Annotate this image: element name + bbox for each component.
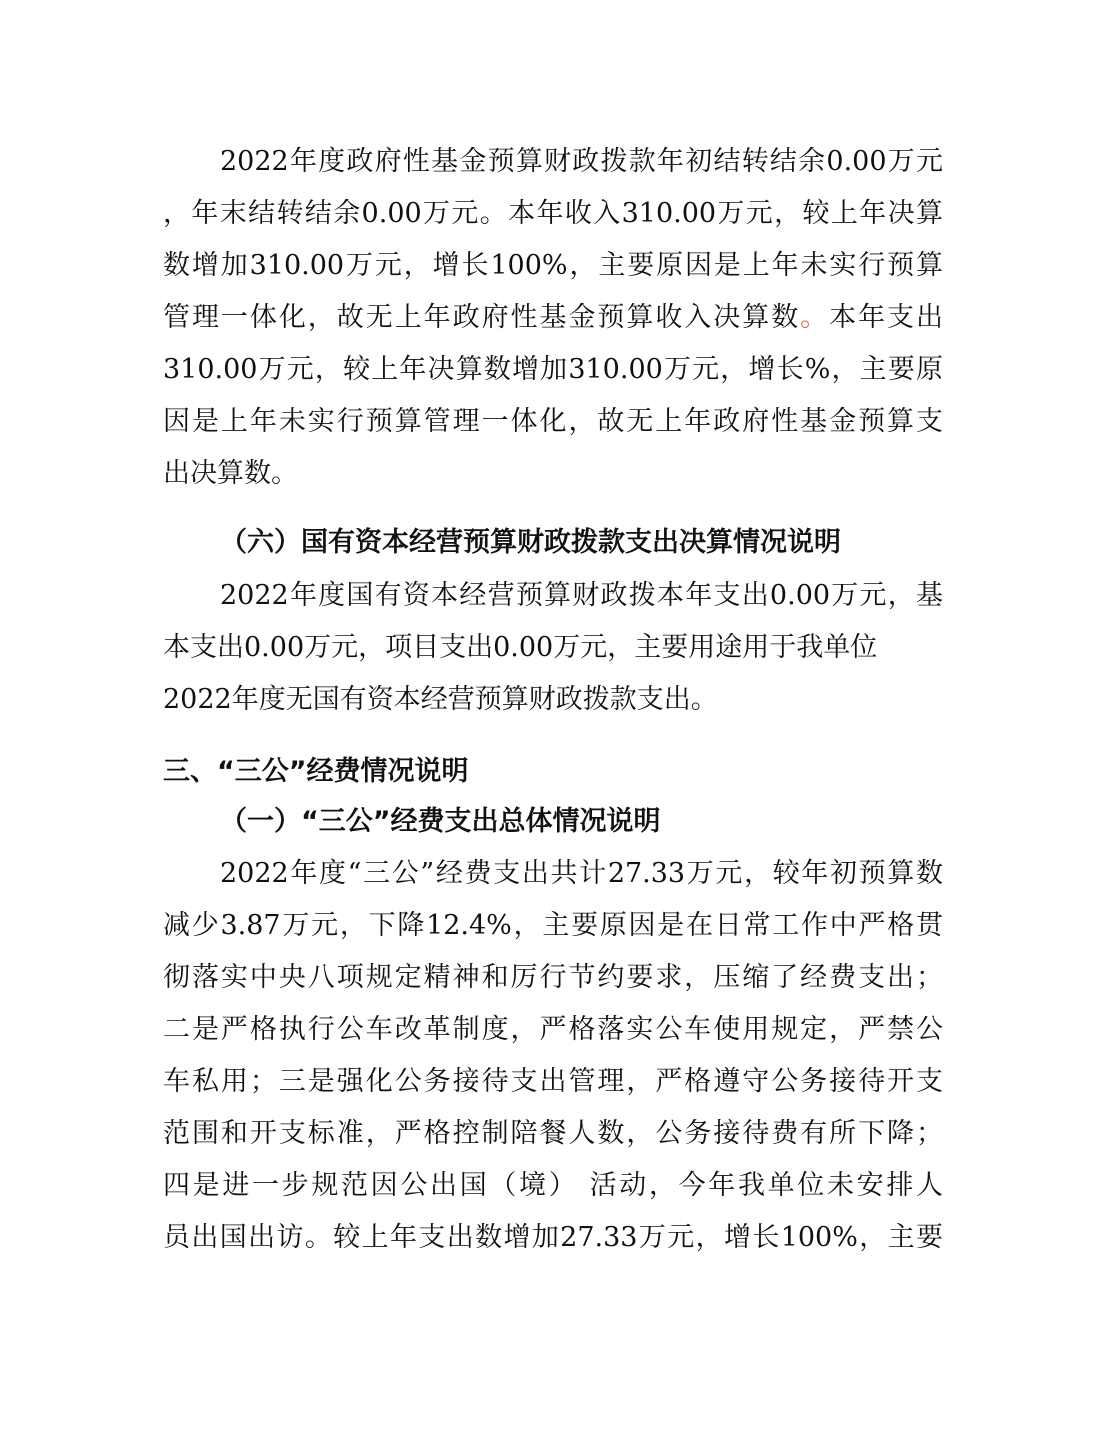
red-period: 。 [800, 302, 830, 333]
paragraph-line: 数增加310.00万元，增长100%，主要原因是上年未实行预算 [163, 250, 943, 281]
paragraph-line: 彻落实中央八项规定精神和厉行节约要求，压缩了经费支出； [163, 962, 943, 993]
paragraph-line: 四是进一步规范因公出国（境） 活动，今年我单位未安排人 [163, 1170, 943, 1201]
paragraph-line: 范围和开支标准，严格控制陪餐人数，公务接待费有所下降； [163, 1118, 943, 1149]
paragraph-line: ，年末结转结余0.00万元。本年收入310.00万元，较上年决算 [163, 198, 943, 229]
paragraph-line: 车私用；三是强化公务接待支出管理，严格遵守公务接待开支 [163, 1066, 943, 1097]
section-heading: （一）“三公”经费支出总体情况说明 [220, 806, 661, 837]
paragraph-line: 二是严格执行公车改革制度，严格落实公车使用规定，严禁公 [163, 1014, 943, 1045]
chapter-heading: 三、“三公”经费情况说明 [163, 756, 469, 787]
paragraph-line: 员出国出访。较上年支出数增加27.33万元，增长100%，主要 [163, 1222, 943, 1253]
paragraph-segment: 本年支出 [829, 302, 944, 333]
paragraph-line: 因是上年未实行预算管理一体化，故无上年政府性基金预算支 [163, 406, 943, 437]
paragraph-line: 310.00万元，较上年决算数增加310.00万元，增长%，主要原 [163, 354, 943, 385]
section-heading: （六）国有资本经营预算财政拨款支出决算情况说明 [220, 527, 841, 558]
paragraph-line: 2022年度无国有资本经营预算财政拨款支出。 [163, 684, 718, 715]
paragraph-line: 本支出0.00万元，项目支出0.00万元，主要用途用于我单位 [163, 632, 878, 663]
paragraph-line: 减少3.87万元，下降12.4%，主要原因是在日常工作中严格贯 [163, 910, 943, 941]
paragraph-line [163, 292, 943, 344]
paragraph-line: 出决算数。 [163, 458, 298, 489]
paragraph-line: 2022年度“三公”经费支出共计27.33万元，较年初预算数 [220, 858, 943, 889]
paragraph-line: 2022年度国有资本经营预算财政拨本年支出0.00万元，基 [220, 580, 943, 611]
paragraph-line: 2022年度政府性基金预算财政拨款年初结转结余0.00万元 [220, 146, 943, 177]
paragraph-segment: 管理一体化，故无上年政府性基金预算收入决算数 [163, 302, 801, 333]
